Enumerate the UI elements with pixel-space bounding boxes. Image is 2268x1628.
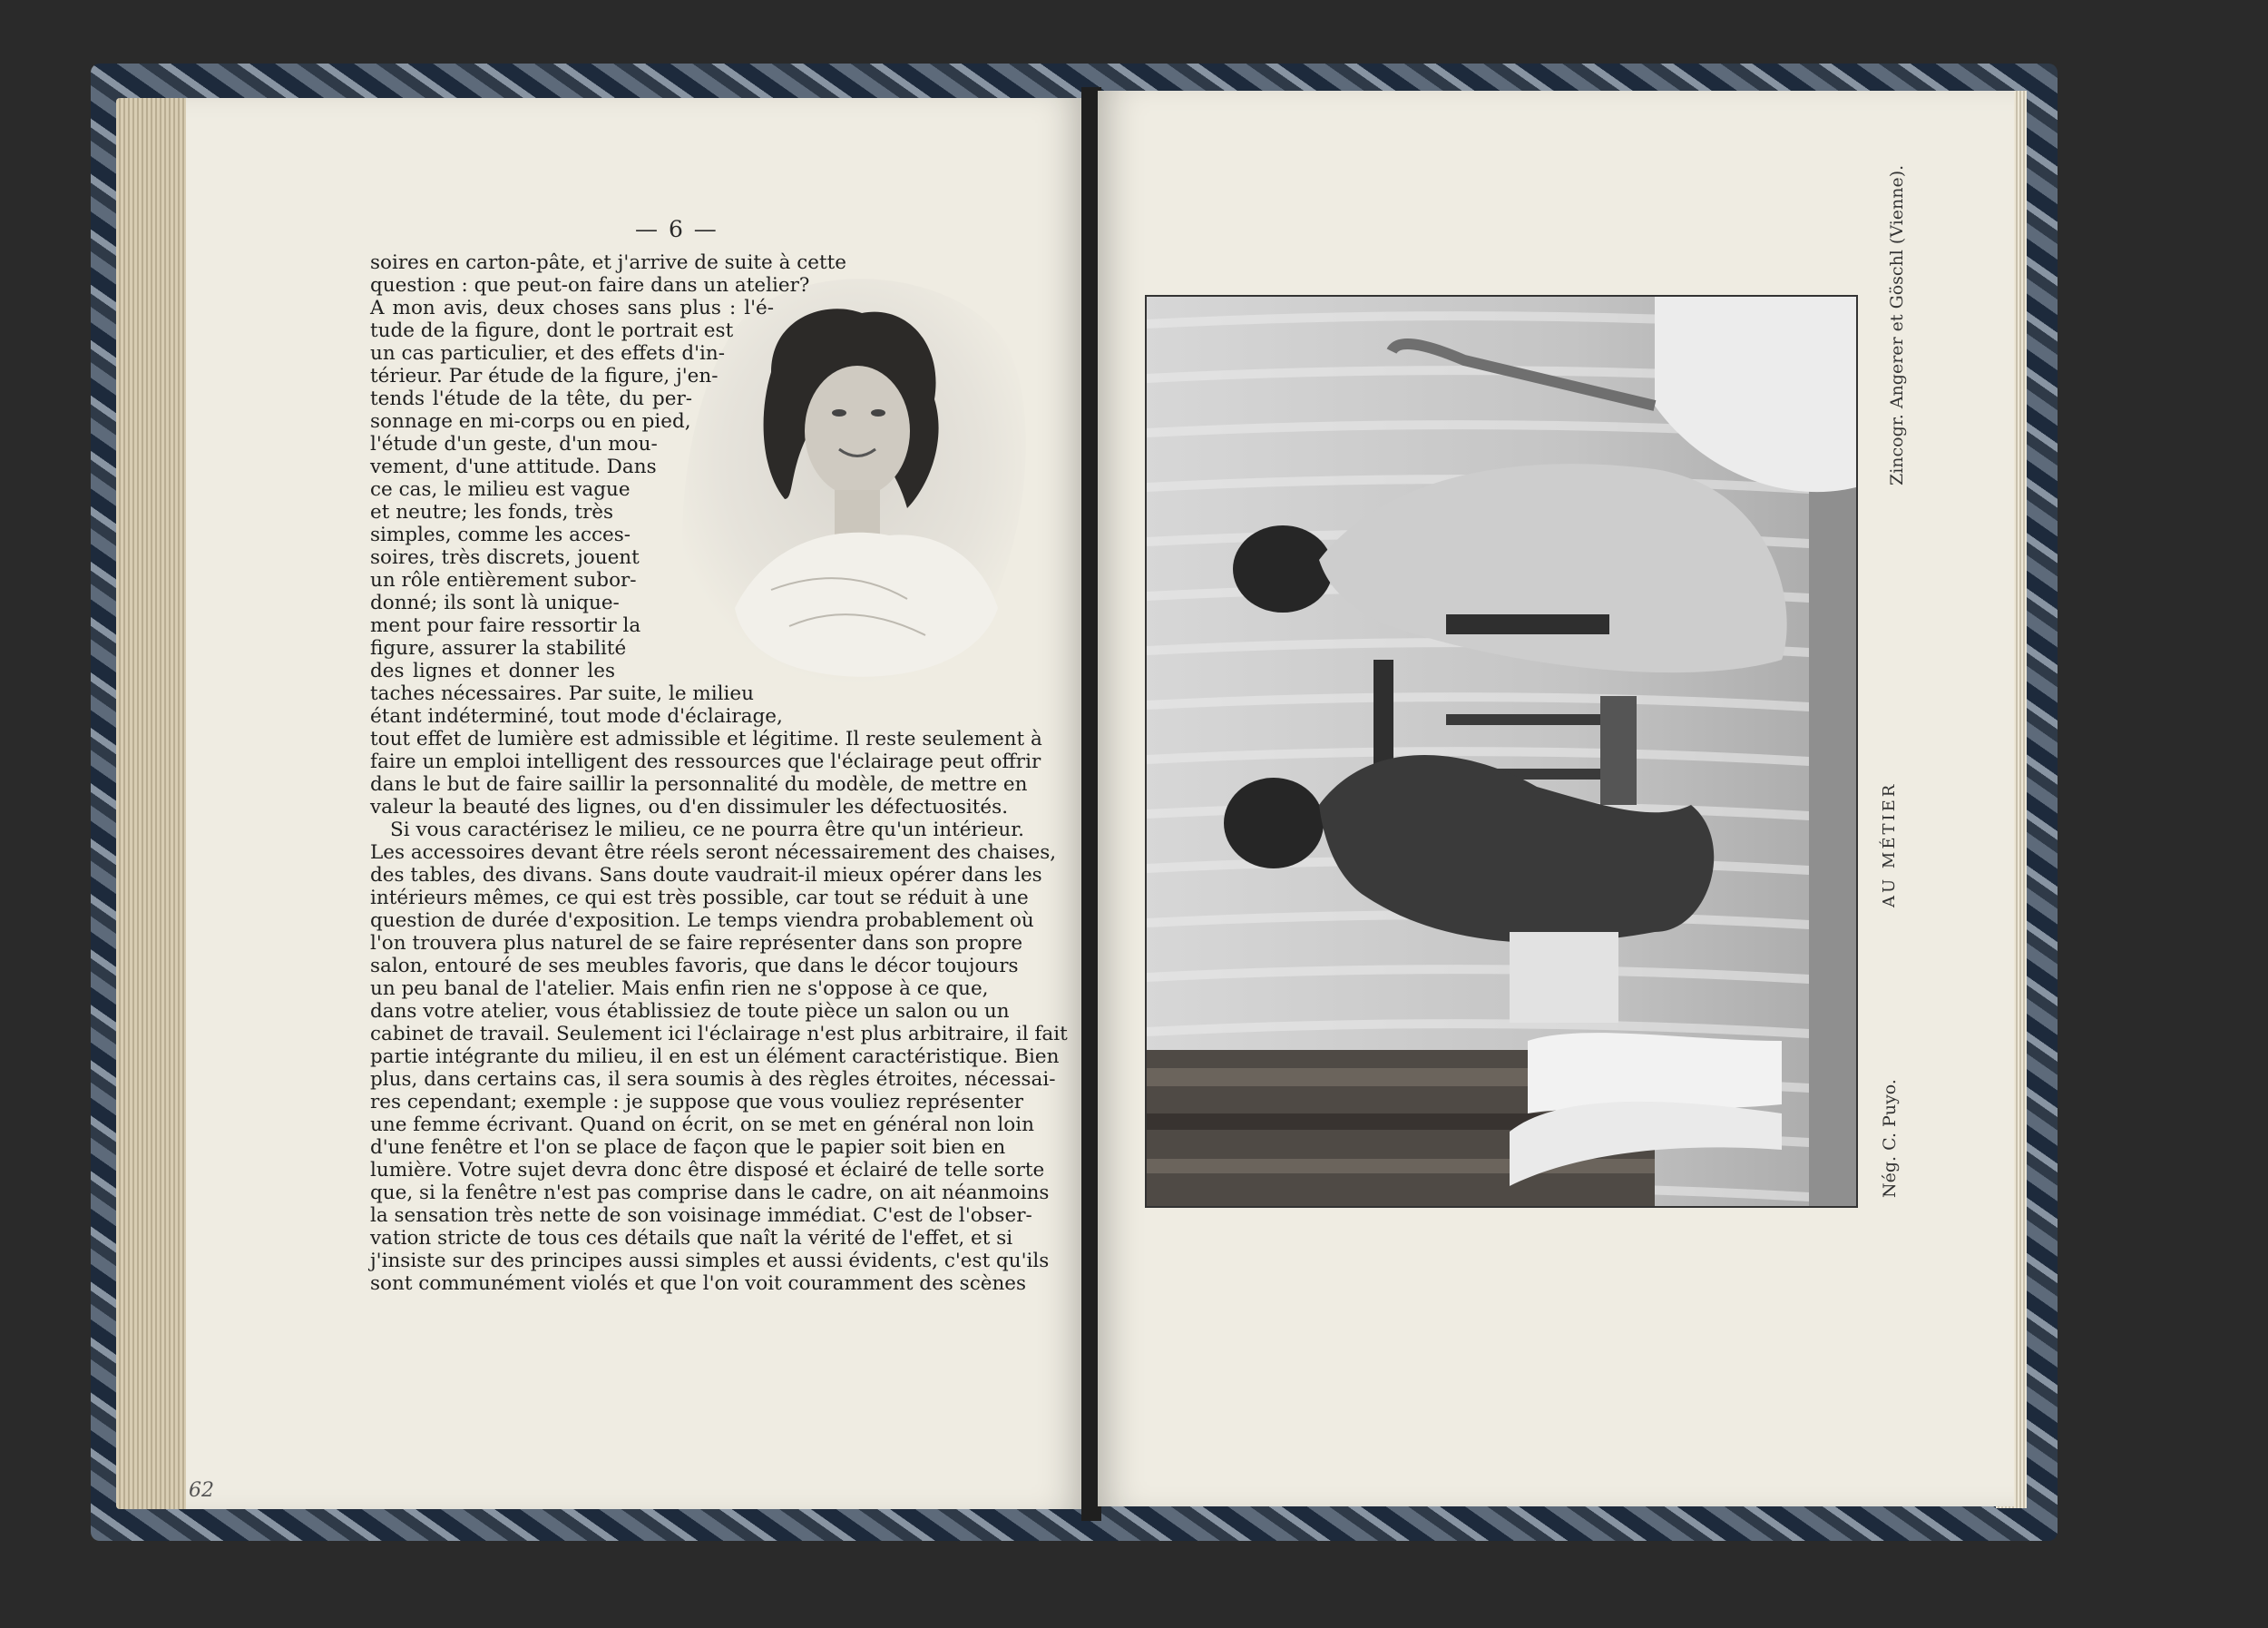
plate-title: AU MÉTIER <box>1880 781 1899 907</box>
text-line: ment pour faire ressortir la <box>370 614 641 637</box>
text-line: question de durée d'exposition. Le temps viendra probablement où <box>370 909 1034 932</box>
text-line: j'insiste sur des principes aussi simples et aussi évidents, c'est qu'ils <box>370 1250 1050 1272</box>
text-line: dans le but de faire saillir la personnalité du modèle, de mettre en <box>370 773 1028 796</box>
page-number: — 6 — <box>635 216 719 242</box>
text-line: l'on trouvera plus naturel de se faire représenter dans son propre <box>370 932 1023 955</box>
text-line: Les accessoires devant être réels seront nécessairement des chaises, <box>370 841 1057 864</box>
plate-engraver-credit: Zincogr. Angerer et Göschl (Vienne). <box>1887 164 1907 485</box>
text-line: d'une fenêtre et l'on se place de façon que le papier soit bien en <box>370 1136 1006 1159</box>
text-line: soires, très discrets, jouent <box>370 546 640 569</box>
text-line: que, si la fenêtre n'est pas comprise dans le cadre, on ait néanmoins <box>370 1182 1050 1204</box>
text-line: taches nécessaires. Par suite, le milieu <box>370 682 754 705</box>
text-line: vation stricte de tous ces détails que naît la vérité de l'effet, et si <box>370 1227 1013 1250</box>
text-line: figure, assurer la stabilité <box>370 637 627 660</box>
text-line: tends l'étude de la tête, du per- <box>370 387 692 410</box>
text-line: térieur. Par étude de la figure, j'en- <box>370 365 719 387</box>
text-line: res cependant; exemple : je suppose que vous vouliez représenter <box>370 1091 1024 1113</box>
text-line: un peu banal de l'atelier. Mais enfin rien ne s'oppose à ce que, <box>370 977 989 1000</box>
text-line: question : que peut-on faire dans un atelier? <box>370 274 810 297</box>
text-line: un rôle entièrement subor- <box>370 569 637 592</box>
text-line: dans votre atelier, vous établissiez de toute pièce un salon ou un <box>370 1000 1010 1023</box>
text-line: faire un emploi intelligent des ressources que l'éclairage peut offrir <box>370 750 1041 773</box>
text-line: lumière. Votre sujet devra donc être disposé et éclairé de telle sorte <box>370 1159 1045 1182</box>
text-line: ce cas, le milieu est vague <box>370 478 631 501</box>
body-text <box>370 251 1068 1295</box>
text-line: vement, d'une attitude. Dans <box>370 456 657 478</box>
text-line: simples, comme les acces- <box>370 524 631 546</box>
text-line: salon, entouré de ses meubles favoris, que dans le décor toujours <box>370 955 1019 977</box>
plate-photographer-credit: Nég. C. Puyo. <box>1880 1079 1900 1198</box>
text-line: un cas particulier, et des effets d'in- <box>370 342 726 365</box>
text-line: A mon avis, deux choses sans plus : l'é- <box>370 297 774 319</box>
text-line: la sensation très nette de son voisinage immédiat. C'est de l'obser- <box>370 1204 1032 1227</box>
pencil-folio-note: 62 <box>189 1479 214 1502</box>
text-line: des tables, des divans. Sans doute vaudrait-il mieux opérer dans les <box>370 864 1042 887</box>
text-line: sont communément violés et que l'on voit couramment des scènes <box>370 1272 1027 1295</box>
text-line: plus, dans certains cas, il sera soumis à des règles étroites, nécessai- <box>370 1068 1056 1091</box>
text-line: intérieurs mêmes, ce qui est très possible, car tout se réduit à une <box>370 887 1029 909</box>
text-line: cabinet de travail. Seulement ici l'éclairage n'est plus arbitraire, il fait <box>370 1023 1068 1045</box>
text-line: et neutre; les fonds, très <box>370 501 613 524</box>
text-line: tout effet de lumière est admissible et légitime. Il reste seulement à <box>370 728 1042 750</box>
text-line: soires en carton-pâte, et j'arrive de suite à cette <box>370 251 846 274</box>
text-line: valeur la beauté des lignes, ou d'en dissimuler les défectuosités. <box>370 796 1009 819</box>
plate-photograph <box>1145 295 1858 1208</box>
text-line: partie intégrante du milieu, il en est un élément caractéristique. Bien <box>370 1045 1060 1068</box>
text-line: des lignes et donner les <box>370 660 615 682</box>
text-line: étant indéterminé, tout mode d'éclairage, <box>370 705 783 728</box>
text-line: tude de la figure, dont le portrait est <box>370 319 734 342</box>
text-line: donné; ils sont là unique- <box>370 592 620 614</box>
text-line: Si vous caractérisez le milieu, ce ne pourra être qu'un intérieur. <box>390 819 1024 841</box>
text-line: sonnage en mi-corps ou en pied, <box>370 410 691 433</box>
text-line: une femme écrivant. Quand on écrit, on se met en général non loin <box>370 1113 1034 1136</box>
text-line: l'étude d'un geste, d'un mou- <box>370 433 658 456</box>
